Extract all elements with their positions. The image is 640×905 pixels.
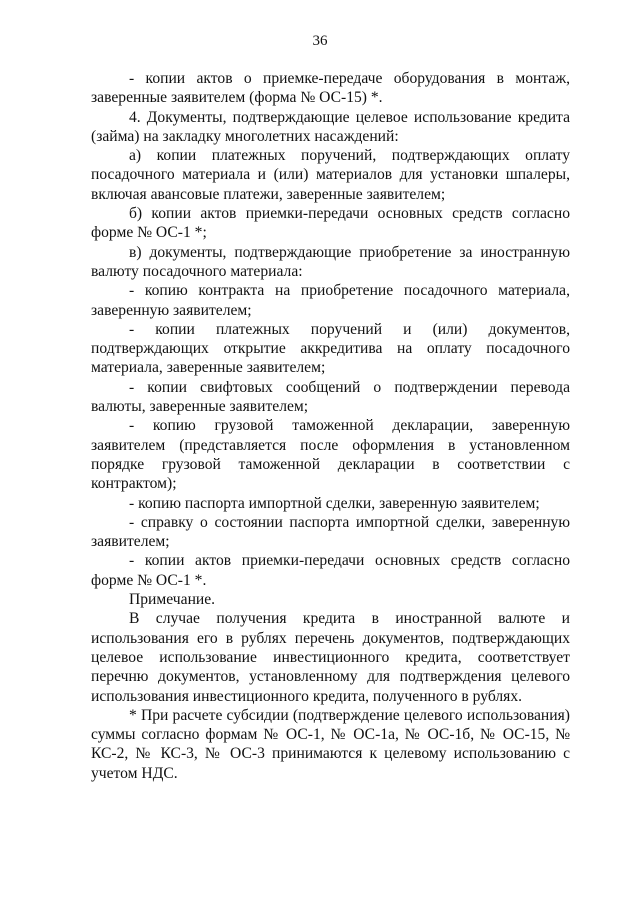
paragraph-section-4-heading: 4. Документы, подтверждающие целевое использование кредита (займа) на закладку многолетних насаждений:: [91, 108, 570, 145]
paragraph-item-a-payment-orders: а) копии платежных поручений, подтверждающих оплату посадочного материала и (или) материалов для установки шпалеры, включая авансовые платежи, заверенные заявителем;: [91, 147, 570, 203]
paragraph-customs-declaration: - копию грузовой таможенной декларации, заверенную заявителем (представляется после оформления в установленном порядке грузовой таможенной декларации в соответствии с контрактом);: [91, 417, 570, 493]
paragraph-acts-os15: - копии актов о приемке-передаче оборудования в монтаж, заверенные заявителем (форма № ОС-15) *.: [91, 70, 570, 107]
paragraph-import-passport: - копию паспорта импортной сделки, заверенную заявителем;: [129, 494, 540, 512]
paragraph-item-v-foreign-currency: в) документы, подтверждающие приобретение за иностранную валюту посадочного материала:: [91, 243, 570, 280]
paragraph-contract-copy: - копию контракта на приобретение посадочного материала, заверенную заявителем;: [91, 282, 570, 319]
paragraph-passport-status: - справку о состоянии паспорта импортной сделки, заверенную заявителем;: [91, 513, 570, 551]
paragraph-note-body: В случае получения кредита в иностранной валюте и использования его в рублях перечень документов, подтверждающих целевое использование инвестиционного кредита, соответствует перечню документов, установленному для подтверждения целевого использования инвестиционного кредита, полученного в рублях.: [91, 610, 570, 705]
paragraph-acts-os1-final: - копии актов приемки-передачи основных средств согласно форме № ОС-1 *.: [91, 552, 570, 589]
paragraph-letter-of-credit: - копии платежных поручений и (или) документов, подтверждающих открытие аккредитива на оплату посадочного материала, заверенные заявителем;: [91, 320, 570, 377]
paragraph-footnote: * При расчете субсидии (подтверждение целевого использования) суммы согласно формам № ОС-1, № ОС-1а, № ОС-1б, № ОС-15, № КС-2, № КС-3, № ОС-3 принимаются к целевому использованию с учетом НДС.: [91, 706, 570, 782]
page-number: 36: [312, 33, 328, 49]
paragraph-item-b-acts-os1: б) копии актов приемки-передачи основных средств согласно форме № ОС-1 *;: [91, 205, 570, 242]
paragraph-note-heading: Примечание.: [129, 591, 216, 609]
document-body: [91, 69, 570, 783]
paragraph-swift-messages: - копии свифтовых сообщений о подтверждении перевода валюты, заверенные заявителем;: [91, 378, 570, 416]
